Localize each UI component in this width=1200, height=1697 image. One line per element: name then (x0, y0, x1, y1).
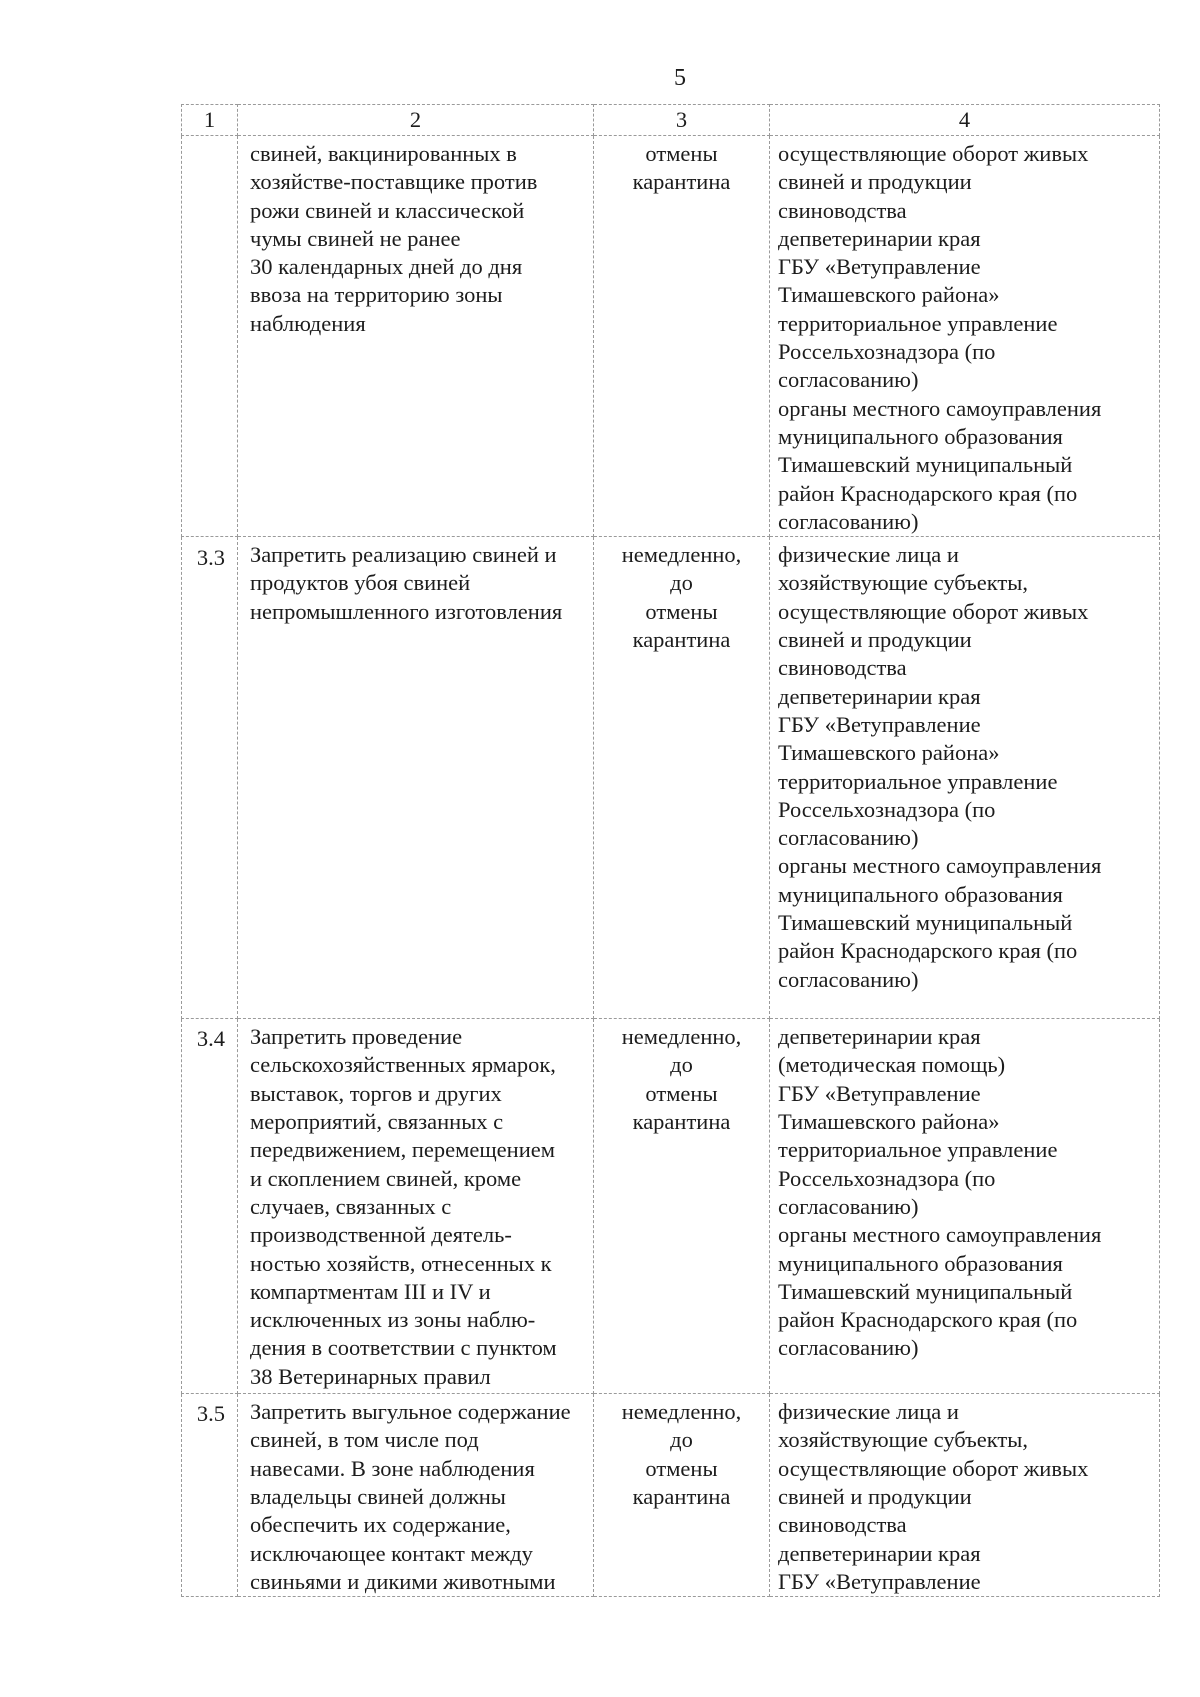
responsible-line: согласованию) (778, 1335, 919, 1361)
table-header-row (182, 105, 1160, 136)
action-line: ввоза на территорию зоны (250, 282, 503, 308)
responsible-line: депветеринарии края (778, 1024, 981, 1050)
responsible-line: район Краснодарского края (по (778, 938, 1078, 964)
action-line: непромышленного изготовления (250, 598, 563, 624)
responsible-line: согласованию) (778, 825, 919, 851)
term-line: немедленно, (621, 1024, 742, 1050)
action-line: 38 Ветеринарных правил (250, 1363, 491, 1389)
responsible-line: органы местного самоуправления (778, 853, 1102, 879)
table-row (182, 136, 1160, 537)
responsible-line: муниципального образования (778, 881, 1063, 907)
responsible-line: физические лица и (778, 1399, 959, 1425)
responsible-cell (770, 537, 1160, 1019)
action-cell (238, 1394, 594, 1597)
responsible-line: свиней и продукции (778, 627, 972, 653)
responsible-line: согласованию) (778, 966, 919, 992)
responsible-line: Россельхознадзора (по (778, 339, 996, 365)
responsible-line: Россельхознадзора (по (778, 796, 996, 822)
responsible-line: хозяйствующие субъекты, (778, 570, 1028, 596)
action-line: Запретить выгульное содержание (250, 1399, 571, 1425)
header-col-1: 1 (182, 105, 238, 136)
action-cell (238, 1019, 594, 1394)
responsible-line: депветеринарии края (778, 225, 981, 251)
responsible-line: район Краснодарского края (по (778, 480, 1078, 506)
responsible-line: район Краснодарского края (по (778, 1307, 1078, 1333)
item-number: 3.5 (182, 1394, 238, 1597)
item-number: 3.4 (182, 1019, 238, 1394)
term-line: отмены (645, 141, 718, 166)
action-cell (238, 537, 594, 1019)
action-line: производственной деятель- (250, 1222, 512, 1248)
responsible-line: осуществляющие оборот живых (778, 598, 1089, 624)
responsible-line: свиней и продукции (778, 1484, 972, 1510)
responsible-line: Россельхознадзора (по (778, 1165, 996, 1191)
term-line: до (670, 1052, 693, 1078)
header-col-3: 3 (594, 105, 770, 136)
responsible-cell (770, 1019, 1160, 1394)
measures-table (181, 104, 1160, 1597)
responsible-line: депветеринарии края (778, 1540, 981, 1566)
responsible-line: согласованию) (778, 1193, 919, 1219)
action-line: сельскохозяйственных ярмарок, (250, 1052, 556, 1078)
action-line: 30 календарных дней до дня (250, 254, 523, 280)
header-col-2: 2 (238, 105, 594, 136)
action-line: свиней, вакцинированных в (250, 141, 517, 166)
responsible-line: Тимашевский муниципальный (778, 910, 1073, 936)
action-line: навесами. В зоне наблюдения (250, 1455, 535, 1481)
responsible-cell (770, 136, 1160, 537)
responsible-line: Тимашевского района» (778, 740, 1000, 766)
item-number: 3.3 (182, 537, 238, 1019)
action-line: наблюдения (250, 310, 366, 336)
action-line: передвижением, перемещением (250, 1137, 555, 1163)
term-line: отмены (645, 1080, 718, 1106)
responsible-line: органы местного самоуправления (778, 395, 1102, 421)
responsible-line: ГБУ «Ветуправление (778, 711, 981, 737)
term-line: немедленно, (621, 1399, 742, 1425)
action-line: чумы свиней не ранее (250, 225, 461, 251)
action-line: дения в соответствии с пунктом (250, 1335, 557, 1361)
action-line: Запретить проведение (250, 1024, 463, 1050)
responsible-line: осуществляющие оборот живых (778, 141, 1089, 166)
header-col-4: 4 (770, 105, 1160, 136)
responsible-line: хозяйствующие субъекты, (778, 1427, 1028, 1453)
responsible-line: Тимашевского района» (778, 282, 1000, 308)
table-row (182, 537, 1160, 1019)
action-line: продуктов убоя свиней (250, 570, 471, 596)
responsible-line: ГБУ «Ветуправление (778, 1568, 981, 1594)
responsible-line: территориальное управление (778, 768, 1058, 794)
table-row (182, 1019, 1160, 1394)
action-line: обеспечить их содержание, (250, 1512, 511, 1538)
action-line: компартментам III и IV и (250, 1278, 491, 1304)
responsible-line: территориальное управление (778, 1137, 1058, 1163)
page-number: 5 (674, 65, 686, 91)
term-line: карантина (632, 627, 731, 653)
action-line: Запретить реализацию свиней и (250, 542, 557, 568)
responsible-line: свиноводства (778, 655, 907, 681)
term-cell (594, 1019, 770, 1394)
responsible-line: депветеринарии края (778, 683, 981, 709)
responsible-line: ГБУ «Ветуправление (778, 254, 981, 280)
responsible-cell (770, 1394, 1160, 1597)
action-line: случаев, связанных с (250, 1193, 452, 1219)
term-line: до (670, 570, 693, 596)
responsible-line: (методическая помощь) (778, 1052, 1006, 1078)
action-line: хозяйстве-поставщике против (250, 169, 538, 195)
responsible-line: территориальное управление (778, 310, 1058, 336)
action-line: исключенных из зоны наблю- (250, 1307, 536, 1333)
responsible-line: физические лица и (778, 542, 959, 568)
action-line: свиней, в том числе под (250, 1427, 479, 1453)
responsible-line: муниципального образования (778, 423, 1063, 449)
table-row (182, 1394, 1160, 1597)
term-cell (594, 136, 770, 537)
responsible-line: свиней и продукции (778, 169, 972, 195)
responsible-line: органы местного самоуправления (778, 1222, 1102, 1248)
responsible-line: осуществляющие оборот живых (778, 1455, 1089, 1481)
term-line: отмены (645, 598, 718, 624)
responsible-line: ГБУ «Ветуправление (778, 1080, 981, 1106)
term-line: отмены (645, 1455, 718, 1481)
action-line: и скоплением свиней, кроме (250, 1165, 522, 1191)
item-number (182, 136, 238, 537)
action-line: мероприятий, связанных с (250, 1109, 504, 1135)
action-line: владельцы свиней должны (250, 1484, 506, 1510)
responsible-line: свиноводства (778, 1512, 907, 1538)
action-cell (238, 136, 594, 537)
term-line: карантина (632, 1109, 731, 1135)
action-line: свиньями и дикими животными (250, 1568, 556, 1594)
term-line: карантина (632, 1484, 731, 1510)
action-line: выставок, торгов и других (250, 1080, 502, 1106)
action-line: ностью хозяйств, отнесенных к (250, 1250, 552, 1276)
term-line: немедленно, (621, 542, 742, 568)
responsible-line: Тимашевского района» (778, 1109, 1000, 1135)
responsible-line: Тимашевский муниципальный (778, 452, 1073, 478)
term-cell (594, 537, 770, 1019)
term-line: карантина (632, 169, 731, 195)
responsible-line: муниципального образования (778, 1250, 1063, 1276)
responsible-line: согласованию) (778, 508, 919, 534)
term-line: до (670, 1427, 693, 1453)
responsible-line: согласованию) (778, 367, 919, 393)
action-line: исключающее контакт между (250, 1540, 533, 1566)
action-line: рожи свиней и классической (250, 197, 525, 223)
responsible-line: Тимашевский муниципальный (778, 1278, 1073, 1304)
responsible-line: свиноводства (778, 197, 907, 223)
term-cell (594, 1394, 770, 1597)
